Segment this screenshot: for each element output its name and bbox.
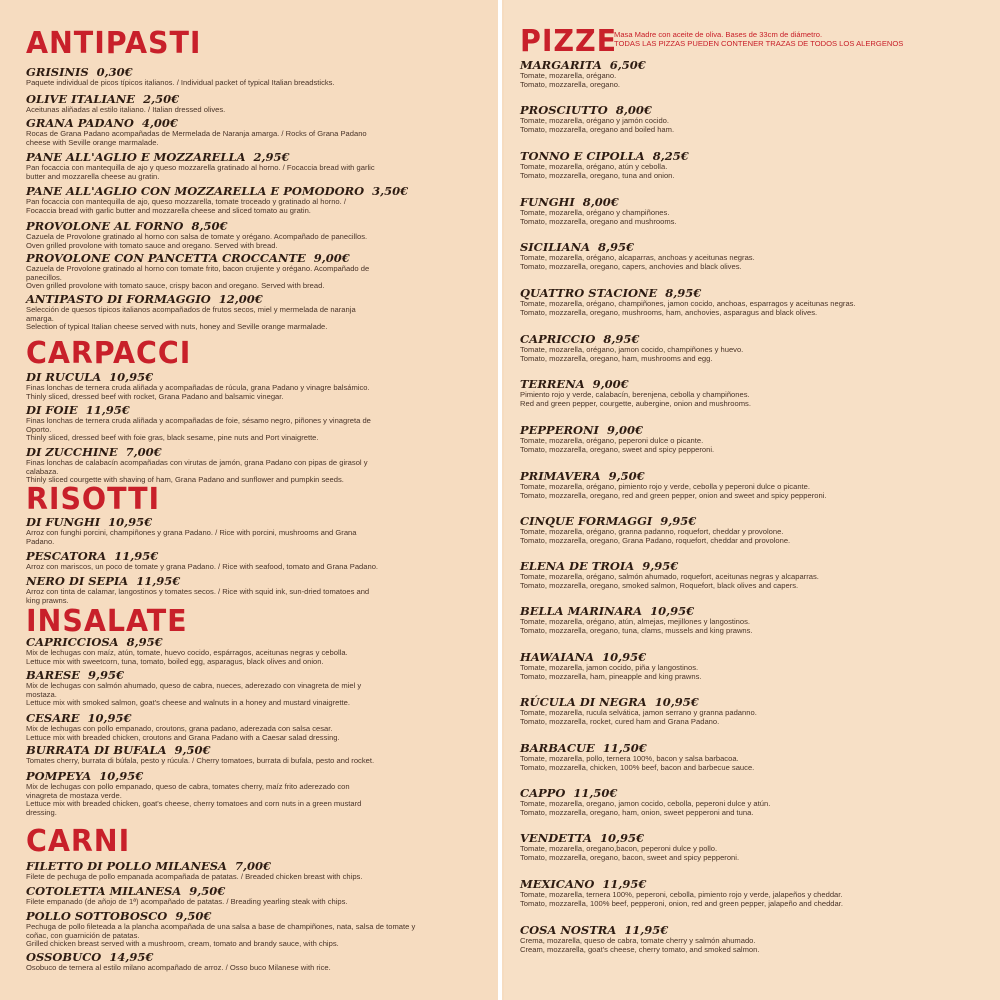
menu-item-di-foie (26, 404, 484, 443)
menu-item-price: 9,00€ (313, 251, 350, 265)
menu-item-description: Cazuela de Provolone gratinado al horno con salsa de tomate y orégano. Acompañado de panecillos. (26, 232, 368, 241)
menu-item-description: Tomates cherry, burrata di búfala, pesto y rúcula. / Cherry tomatoes, burrata di bufala, pesto and rocket. (26, 756, 375, 765)
menu-item-pescatora (26, 550, 484, 572)
menu-item-description: Arroz con funghi porcini, champiñones y grana Padano. / Rice with porcini, mushrooms and Grana (26, 528, 357, 537)
menu-item-name: POMPEYA (26, 769, 92, 783)
menu-item-description: Mix de lechugas con salmón ahumado, queso de cabra, nueces, aderezado con vinagreta de miel y (26, 681, 362, 690)
menu-item-name: DI RUCULA (26, 370, 102, 384)
menu-item-name: PANE ALL'AGLIO CON MOZZARELLA E POMODORO (26, 184, 365, 198)
menu-item-price: 8,95€ (126, 635, 163, 649)
menu-item-price: 3,50€ (372, 184, 409, 198)
menu-item-name: PESCATORA (26, 549, 107, 563)
menu-item-name: BARBACUE (520, 741, 595, 755)
menu-item-description: Tomate, mozarella, orégano, champiñones, jamon cocido, anchoas, esparragos y aceitunas negras. (520, 299, 856, 308)
menu-item-price: 9,50€ (174, 743, 211, 757)
menu-item-nero-di-sepia (26, 575, 484, 605)
section-title-carpacci: CARPACCI (26, 336, 192, 371)
menu-item-pollo-sottobosco (26, 910, 484, 949)
menu-item-description: Tomate, mozarella, rucula selvática, jamon serrano y granna padanno. (520, 708, 757, 717)
menu-item-description: Red and green pepper, courgette, aubergine, onion and mushrooms. (520, 398, 751, 408)
menu-item-description: Focaccia bread with garlic butter and mozzarella cheese and sliced tomato au gratin. (26, 205, 311, 215)
menu-item-description: Tomate, mozarella, orégano y jamón cocido. (520, 116, 669, 125)
menu-item-description: Tomato, mozzarella, oregano, mushrooms, ham, anchovies, asparagus and black olives. (520, 307, 818, 317)
menu-item-price: 8,00€ (582, 195, 619, 209)
menu-item-price: 8,95€ (603, 332, 640, 346)
menu-item-description: Tomate, mozarella, orégano, pimiento rojo y verde, cebolla y peperoni dulce o picante. (520, 482, 810, 491)
menu-item-price: 8,00€ (615, 103, 652, 117)
menu-item-description: Oven grilled provolone with tomato sauce, crispy bacon and oregano. Served with bread. (26, 281, 325, 291)
menu-item-description: Rocas de Grana Padano acompañadas de Mermelada de Naranja amarga. / Rocks of Grana Padano (26, 129, 367, 138)
menu-item-description: Tomate, mozarella, oregano, jamon cocido, cebolla, peperoni dulce y atún. (520, 799, 771, 808)
menu-item-description: Tomate, mozarella, orégano, salmón ahumado, roquefort, aceitunas negras y alcaparras. (520, 572, 819, 581)
menu-item-name: BURRATA DI BUFALA (26, 743, 167, 757)
menu-item-price: 10,95€ (599, 831, 644, 845)
menu-item-tonno-e-cipolla (520, 150, 988, 180)
menu-item-olive-italiane (26, 93, 484, 115)
menu-item-name: CAPRICCIOSA (26, 635, 119, 649)
menu-item-price: 6,50€ (609, 58, 646, 72)
pizza-note-dough: Masa Madre con aceite de oliva. Bases de 33cm de diámetro. (614, 30, 823, 39)
menu-item-mexicano (520, 878, 988, 908)
menu-item-description: Thinly sliced, dressed beef with foie gras, black sesame, pine nuts and Port vinaigrette. (26, 433, 319, 443)
section-title-insalate: INSALATE (26, 604, 188, 639)
menu-item-name: PRIMAVERA (520, 469, 601, 483)
menu-item-capriccio (520, 333, 988, 363)
menu-item-pepperoni (520, 424, 988, 454)
menu-item-provolone-con-pancetta-croccante (26, 252, 484, 291)
menu-item-price: 2,50€ (143, 92, 180, 106)
menu-item-description: Tomato, mozzarella, oregano and boiled ham. (520, 124, 675, 134)
menu-item-description: Tomate, mozarella, pollo, ternera 100%, bacon y salsa barbacoa. (520, 754, 739, 763)
menu-item-description: dressing. (26, 807, 57, 817)
menu-item-price: 11,95€ (114, 549, 159, 563)
menu-item-description: Tomato, mozzarella, oregano, capers, anchovies and black olives. (520, 261, 742, 271)
menu-item-description: Tomate, mozarella, orégano. (520, 71, 617, 80)
menu-item-name: PEPPERONI (520, 423, 599, 437)
menu-item-price: 7,00€ (125, 445, 162, 459)
menu-item-name: OLIVE ITALIANE (26, 92, 136, 106)
menu-item-description: Tomato, mozzarella, oregano, ham, onion, sweet pepperoni and tuna. (520, 807, 754, 817)
menu-item-cinque-formaggi (520, 515, 988, 545)
menu-item-pane-all-aglio-con-mozzarella-e-pomodoro (26, 185, 484, 215)
section-title-carni: CARNI (26, 824, 131, 859)
menu-item-price: 12,00€ (218, 292, 263, 306)
column-divider (498, 0, 502, 1000)
menu-item-description: Tomato, mozzarella, 100% beef, pepperoni, onion, red and green pepper, jalapeño and cheddar. (520, 898, 843, 908)
menu-item-name: PROVOLONE AL FORNO (26, 219, 184, 233)
menu-item-description: coñac, con guarnición de patatas. (26, 930, 140, 940)
menu-item-name: POLLO SOTTOBOSCO (26, 909, 168, 923)
menu-item-description: Tomate, mozarella, jamon cocido, piña y langostinos. (520, 663, 699, 672)
menu-item-prosciutto (520, 104, 988, 134)
menu-item-name: GRISINIS (26, 65, 89, 79)
menu-item-price: 2,95€ (253, 150, 290, 164)
menu-item-description: Grilled chicken breast served with a mushroom, cream, tomato and brandy sauce, with chips. (26, 939, 339, 949)
menu-item-description: Tomato, mozzarella, oregano, smoked salmon, Roquefort, black olives and capers. (520, 580, 799, 590)
menu-item-barbacue (520, 742, 988, 772)
menu-item-price: 10,95€ (87, 711, 132, 725)
menu-item-description: Tomate, mozarella, orégano, alcaparras, anchoas y aceitunas negras. (520, 253, 755, 262)
menu-item-elena-de-troia (520, 560, 988, 590)
menu-item-description: Tomato, mozzarella, ham, pineapple and king prawns. (520, 671, 702, 681)
menu-item-hawaiana (520, 651, 988, 681)
menu-item-description: Pimiento rojo y verde, calabacín, berenjena, cebolla y champiñones. (520, 390, 750, 399)
pizza-note-allergens: TODAS LAS PIZZAS PUEDEN CONTENER TRAZAS DE TODOS LOS ALERGENOS (614, 39, 904, 48)
menu-item-cotoletta-milanesa (26, 885, 484, 907)
menu-item-description: Cazuela de Provolone gratinado al horno con tomate frito, bacon crujiente y orégano. Acompañado de (26, 264, 370, 273)
menu-item-antipasto-di-formaggio (26, 293, 484, 332)
menu-item-description: Mix de lechugas con maíz, atún, tomate, huevo cocido, espárragos, aceitunas negras y cebolla. (26, 648, 348, 657)
menu-item-name: FUNGHI (520, 195, 575, 209)
menu-item-description: Tomate, mozarella, orégano, peperoni dulce o picante. (520, 436, 704, 445)
menu-item-price: 10,95€ (109, 370, 154, 384)
menu-item-price: 11,95€ (85, 403, 130, 417)
menu-item-description: Tomato, mozzarella, oregano, bacon, sweet and spicy pepperoni. (520, 852, 740, 862)
menu-item-pane-all-aglio-e-mozzarella (26, 151, 484, 181)
menu-item-funghi (520, 196, 988, 226)
menu-item-price: 9,95€ (642, 559, 679, 573)
menu-item-description: panecillos. (26, 272, 62, 282)
menu-item-description: Mix de lechugas con pollo empanado, croutons, grana padano, aderezada con salsa cesar. (26, 724, 333, 733)
menu-item-description: Mix de lechugas con pollo empanado, queso de cabra, tomates cherry, maíz frito aderezado con (26, 782, 350, 791)
menu-item-name: ELENA DE TROIA (520, 559, 635, 573)
menu-item-description: Selection of typical Italian cheese served with nuts, honey and Seville orange marmalade. (26, 322, 328, 332)
menu-item-grana-padano (26, 117, 484, 147)
menu-item-price: 10,95€ (602, 650, 647, 664)
menu-item-description: Lettuce mix with sweetcorn, tuna, tomato, boiled egg, asparagus, black olives and onion. (26, 656, 324, 666)
menu-item-name: DI ZUCCHINE (26, 445, 118, 459)
menu-item-description: Cream, mozzarella, goat's cheese, cherry tomato, and smoked salmon. (520, 944, 760, 954)
menu-item-price: 14,95€ (109, 950, 154, 964)
menu-item-description: mostaza. (26, 689, 57, 699)
menu-item-terrena (520, 378, 988, 408)
menu-item-rucula-di-negra (520, 696, 988, 726)
menu-item-price: 7,00€ (234, 859, 271, 873)
menu-item-pompeya (26, 770, 484, 817)
menu-item-price: 10,95€ (99, 769, 144, 783)
section-title-risotti: RISOTTI (26, 482, 161, 517)
menu-item-name: DI FOIE (26, 403, 78, 417)
menu-item-name: MARGARITA (520, 58, 602, 72)
menu-item-description: Tomato, mozzarella, oregano, red and green pepper, onion and sweet and spicy pepperoni. (520, 490, 827, 500)
menu-item-description: Crema, mozarella, queso de cabra, tomate cherry y salmón ahumado. (520, 936, 756, 945)
menu-item-description: Finas lonchas de calabacín acompañadas con virutas de jamón, grana Padano con pipas de girasol y (26, 458, 368, 467)
menu-item-ossobuco (26, 951, 484, 973)
menu-item-burrata-di-bufala (26, 744, 484, 766)
menu-item-description: Filete de pechuga de pollo empanada acompañada de patatas. / Breaded chicken breast with chips. (26, 872, 363, 881)
right-column (504, 0, 1000, 1000)
menu-item-name: CAPRICCIO (520, 332, 596, 346)
menu-item-price: 9,50€ (189, 884, 226, 898)
menu-item-description: Arroz con tinta de calamar, langostinos y tomates secos. / Rice with squid ink, sun-dried tomatoes and (26, 587, 370, 596)
menu-item-description: Lettuce mix with breaded chicken, croutons and Grana Padano with a Caesar salad dressing. (26, 732, 340, 742)
menu-item-description: Tomato, mozzarella, oregano, sweet and spicy pepperoni. (520, 444, 715, 454)
menu-item-description: Finas lonchas de ternera cruda aliñada y acompañadas de foie, sésamo negro, piñones y vinagreta de (26, 416, 371, 425)
menu-item-price: 8,25€ (652, 149, 689, 163)
menu-item-name: TONNO E CIPOLLA (520, 149, 645, 163)
menu-item-name: TERRENA (520, 377, 585, 391)
menu-item-siciliana (520, 241, 988, 271)
menu-item-price: 8,95€ (665, 286, 702, 300)
menu-item-cosa-nostra (520, 924, 988, 954)
menu-item-name: OSSOBUCO (26, 950, 102, 964)
menu-item-description: Lettuce mix with smoked salmon, goat's cheese and walnuts in a honey and mustard vinaigrette. (26, 698, 350, 708)
menu-item-name: BARESE (26, 668, 81, 682)
menu-item-description: Tomato, mozzarella, oregano. (520, 79, 621, 89)
menu-item-price: 10,95€ (650, 604, 695, 618)
menu-item-price: 4,00€ (141, 116, 178, 130)
menu-item-provolone-al-forno (26, 220, 484, 250)
menu-item-price: 9,50€ (608, 469, 645, 483)
menu-item-name: CINQUE FORMAGGI (520, 514, 653, 528)
menu-item-description: Pan focaccia con mantequilla de ajo, queso mozzarella, tomate troceado y gratinado al horno. / (26, 197, 346, 206)
menu-item-name: PROVOLONE CON PANCETTA CROCCANTE (26, 251, 306, 265)
menu-item-description: Paquete individual de picos típicos italianos. / Individual packet of typical Italian breadsticks. (26, 78, 335, 87)
menu-item-description: Padano. (26, 536, 55, 546)
menu-item-grisinis (26, 66, 484, 88)
menu-item-primavera (520, 470, 988, 500)
menu-item-price: 0,30€ (96, 65, 133, 79)
pizza-note (614, 29, 903, 49)
menu-item-price: 9,00€ (606, 423, 643, 437)
menu-item-description: Lettuce mix with breaded chicken, goat's cheese, cherry tomatoes and corn nuts in a green mustard (26, 799, 362, 809)
menu-item-cappo (520, 787, 988, 817)
menu-item-price: 10,95€ (654, 695, 699, 709)
menu-item-description: Oven grilled provolone with tomato sauce and oregano. Served with bread. (26, 240, 278, 250)
menu-item-filetto-di-pollo-milanesa (26, 860, 484, 882)
section-title-antipasti: ANTIPASTI (26, 26, 202, 61)
menu-item-description: Tomate, mozarella, orégano, atún, almejas, mejillones y langostinos. (520, 617, 751, 626)
section-title-pizze: PIZZE (520, 24, 618, 59)
menu-item-description: Oporto. (26, 424, 52, 434)
menu-item-description: Tomato, mozzarella, chicken, 100% beef, bacon and barbecue sauce. (520, 762, 755, 772)
menu-item-bella-marinara (520, 605, 988, 635)
menu-item-name: PROSCIUTTO (520, 103, 608, 117)
menu-item-description: king prawns. (26, 595, 69, 605)
menu-item-name: MEXICANO (520, 877, 595, 891)
menu-item-description: Tomate, mozarella, orégano y champiñones. (520, 208, 670, 217)
menu-item-description: Tomate, mozarella, orégano, atún y cebolla. (520, 162, 668, 171)
menu-item-name: GRANA PADANO (26, 116, 134, 130)
menu-item-description: vinagreta de mostaza verde. (26, 790, 122, 800)
menu-item-description: Arroz con mariscos, un poco de tomate y grana Padano. / Rice with seafood, tomato and Grana Padano. (26, 562, 379, 571)
menu-item-price: 10,95€ (108, 515, 153, 529)
menu-item-name: ANTIPASTO DI FORMAGGIO (26, 292, 211, 306)
menu-item-name: COTOLETTA MILANESA (26, 884, 182, 898)
menu-item-name: RÚCULA DI NEGRA (520, 695, 647, 709)
menu-item-margarita (520, 59, 988, 89)
menu-item-description: Finas lonchas de ternera cruda aliñada y acompañadas de rúcula, grana Padano y vinagre balsámico. (26, 383, 370, 392)
menu-item-description: Pechuga de pollo fileteada a la plancha acompañada de una salsa a base de champiñones, nata, salsa de tomate y (26, 922, 416, 931)
menu-item-name: FILETTO DI POLLO MILANESA (26, 859, 227, 873)
menu-item-price: 9,00€ (592, 377, 629, 391)
menu-item-price: 9,95€ (660, 514, 697, 528)
menu-item-name: VENDETTA (520, 831, 592, 845)
menu-item-description: Tomato, mozzarella, oregano, ham, mushrooms and egg. (520, 353, 713, 363)
menu-item-name: COSA NOSTRA (520, 923, 617, 937)
menu-item-di-zucchine (26, 446, 484, 485)
menu-item-name: HAWAIANA (520, 650, 595, 664)
menu-item-description: cheese with Seville orange marmalade. (26, 137, 159, 147)
menu-item-name: DI FUNGHI (26, 515, 101, 529)
menu-item-name: SICILIANA (520, 240, 591, 254)
menu-item-price: 9,50€ (175, 909, 212, 923)
menu-item-description: Tomate, mozarella, oregano,bacon, peperoni dulce y pollo. (520, 844, 718, 853)
menu-item-description: Tomate, mozarella, orégano, granna padanno, roquefort, cheddar y provolone. (520, 527, 784, 536)
menu-item-description: Pan focaccia con mantequilla de ajo y queso mozzarella gratinado al horno. / Focaccia bread with garlic (26, 163, 375, 172)
menu-item-vendetta (520, 832, 988, 862)
menu-item-name: NERO DI SEPIA (26, 574, 129, 588)
menu-item-di-funghi (26, 516, 484, 546)
menu-item-price: 11,95€ (624, 923, 669, 937)
menu-item-price: 11,95€ (602, 877, 647, 891)
menu-item-description: Osobuco de ternera al estilo milano acompañado de arroz. / Osso buco Milanese with rice. (26, 963, 331, 972)
menu-item-description: Tomate, mozarella, orégano, jamon cocido, champiñones y huevo. (520, 345, 744, 354)
menu-item-description: Thinly sliced courgette with shaving of ham, Grana Padano and sunflower and pumpkin seeds. (26, 475, 344, 485)
left-column (0, 0, 496, 1000)
menu-item-price: 11,50€ (573, 786, 618, 800)
menu-item-description: Selección de quesos típicos italianos acompañados de frutos secos, miel y mermelada de naranja (26, 305, 356, 314)
menu-item-name: CAPPO (520, 786, 566, 800)
menu-item-price: 9,95€ (88, 668, 125, 682)
menu-item-description: Tomato, mozzarella, rocket, cured ham and Grana Padano. (520, 716, 720, 726)
menu-item-description: calabaza. (26, 466, 59, 476)
menu-item-price: 8,50€ (191, 219, 228, 233)
menu-item-description: Tomato, mozzarella, oregano and mushrooms. (520, 216, 677, 226)
menu-item-di-rucula (26, 371, 484, 401)
menu-item-description: amarga. (26, 313, 54, 323)
menu-item-price: 11,95€ (136, 574, 181, 588)
menu-item-description: butter and mozzarella cheese au gratin. (26, 171, 160, 181)
menu-item-name: PANE ALL'AGLIO E MOZZARELLA (26, 150, 246, 164)
menu-item-name: BELLA MARINARA (520, 604, 643, 618)
menu-item-capricciosa (26, 636, 484, 666)
menu-item-description: Filete empanado (de añojo de 1ª) acompañado de patatas. / Breading yearling steak with chips. (26, 897, 348, 906)
menu-item-quattro-stacione (520, 287, 988, 317)
menu-item-description: Aceitunas aliñadas al estilo italiano. / Italian dressed olives. (26, 105, 226, 114)
menu-item-description: Tomato, mozzarella, oregano, tuna and onion. (520, 170, 675, 180)
menu-item-description: Tomato, mozzarella, oregano, Grana Padano, roquefort, cheddar and provolone. (520, 535, 791, 545)
menu-item-price: 11,50€ (602, 741, 647, 755)
menu-item-name: QUATTRO STACIONE (520, 286, 658, 300)
menu-item-description: Thinly sliced, dressed beef with rocket, Grana Padano and balsamic vinegar. (26, 391, 284, 401)
menu-item-name: CESARE (26, 711, 80, 725)
menu-item-description: Tomate, mozarella, ternera 100%, peperoni, cebolla, pimiento rojo y verde, jalapeños y cheddar. (520, 890, 843, 899)
menu-item-price: 8,95€ (598, 240, 635, 254)
menu-item-cesare (26, 712, 484, 742)
menu-item-barese (26, 669, 484, 708)
menu-item-description: Tomato, mozzarella, oregano, tuna, clams, mussels and king prawns. (520, 625, 753, 635)
